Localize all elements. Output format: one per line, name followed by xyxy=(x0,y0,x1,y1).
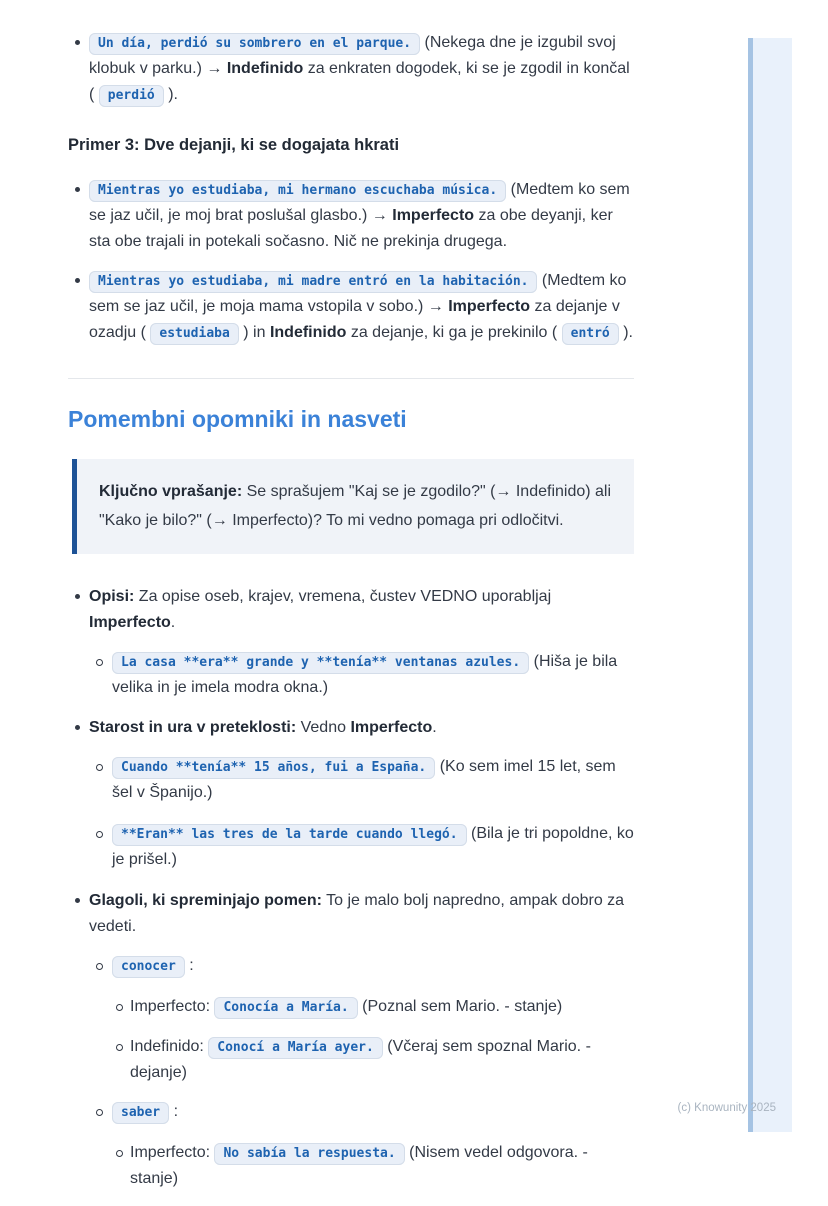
text-run: To je malo bolj napredno, ampak dobro za vedeti. xyxy=(89,891,625,935)
copyright-watermark: (c) Knowunity 2025 xyxy=(677,1102,776,1114)
text-run: Za opise oseb, krajev, vremena, čustev VEDNO uporabljaj xyxy=(134,587,552,605)
text-run: ) in xyxy=(238,323,270,341)
text-run: Imperfecto: xyxy=(130,997,215,1015)
bullet-marker xyxy=(96,831,103,838)
divider xyxy=(68,378,634,379)
callout-note xyxy=(72,459,634,554)
text-run: ). xyxy=(163,85,178,103)
code-snippet: Mientras yo estudiaba, mi madre entró en la habitación. xyxy=(89,271,537,293)
text-run: za enkraten dogodek, ki se je zgodil in končal ( xyxy=(89,59,630,103)
bold-text: Indefinido xyxy=(269,323,347,341)
code-snippet: Conocí a María ayer. xyxy=(208,1037,383,1059)
bullet-marker xyxy=(75,898,80,903)
code-snippet: entró xyxy=(562,323,619,345)
bullet-marker xyxy=(75,725,80,730)
text-run: (Včeraj sem spoznal Mario. - dejanje) xyxy=(130,1037,591,1081)
list-item xyxy=(68,715,634,741)
list-item xyxy=(68,888,634,940)
list-item-text xyxy=(112,649,634,701)
bullet-marker xyxy=(116,1044,123,1051)
list-item xyxy=(68,30,634,108)
text-run: Imperfecto: xyxy=(130,1144,215,1162)
text-run: (Nisem vedel odgovora. - stanje) xyxy=(130,1144,588,1188)
list-item xyxy=(68,268,634,346)
list-item-text xyxy=(112,953,634,979)
bullet-marker xyxy=(75,187,80,192)
list-item-text xyxy=(130,994,634,1020)
list-item-text xyxy=(89,177,634,255)
page-scrollbar-track xyxy=(748,38,792,1132)
text-run: (Medtem ko sem se jaz učil, je moja mama vstopila v sobo.) → xyxy=(89,272,627,316)
bullet-marker xyxy=(96,764,103,771)
list-item xyxy=(68,953,634,979)
list-item-text xyxy=(112,821,634,873)
code-snippet: La casa **era** grande y **tenía** ventanas azules. xyxy=(112,652,529,674)
bold-text: Imperfecto xyxy=(392,207,475,225)
bullet-marker xyxy=(75,594,80,599)
list-item-text xyxy=(112,1099,634,1125)
bullet-marker xyxy=(96,1109,103,1116)
text-run: za obe deyanji, ker sta obe trajali in potekali sočasno. Nič ne prekinja drugega. xyxy=(89,207,613,251)
document-page xyxy=(68,30,634,1206)
list-item xyxy=(68,649,634,701)
code-snippet: Un día, perdió su sombrero en el parque. xyxy=(89,33,420,55)
section-heading: Pomembni opomniki in nasveti xyxy=(68,405,407,432)
bold-text: Imperfecto xyxy=(89,613,171,631)
text-run: Se sprašujem "Kaj se je zgodilo?" (→ Indefinido) ali "Kako je bilo?" (→ Imperfecto)? To mi vedno pomaga pri odločitvi. xyxy=(99,482,612,530)
bold-text: Ključno vprašanje: xyxy=(99,482,243,500)
bullet-marker xyxy=(116,1150,123,1157)
text-run: Indefinido: xyxy=(130,1037,209,1055)
code-snippet: estudiaba xyxy=(150,323,238,345)
text-run: ). xyxy=(618,323,633,341)
text-run: (Hiša je bila velika in je imela modra okna.) xyxy=(112,652,618,696)
list-item xyxy=(68,1034,634,1086)
code-snippet: perdió xyxy=(99,85,164,107)
list-item xyxy=(68,177,634,255)
text-run: . xyxy=(432,719,437,737)
bullet-marker xyxy=(96,659,103,666)
bold-text: Starost in ura v preteklosti: xyxy=(89,719,297,737)
list-item-text xyxy=(89,268,634,346)
text-run: (Nekega dne je izgubil svoj klobuk v parku.) → xyxy=(89,34,616,77)
list-item-text xyxy=(112,754,634,806)
text-run: . xyxy=(170,613,176,631)
code-snippet: No sabía la respuesta. xyxy=(214,1143,404,1165)
code-snippet: conocer xyxy=(112,956,185,978)
list-item xyxy=(68,994,634,1020)
subsection-heading: Primer 3: Dve dejanji, ki se dogajata hkrati xyxy=(68,135,400,154)
bullet-marker xyxy=(75,278,80,283)
code-snippet: saber xyxy=(112,1102,169,1124)
list-item xyxy=(68,754,634,806)
text-run: za dejanje, ki ga je prekinilo ( xyxy=(346,323,562,341)
scrollbar-thumb[interactable] xyxy=(748,38,753,1132)
text-run: Vedno xyxy=(296,719,351,737)
list-item xyxy=(68,1140,634,1192)
bullet-marker xyxy=(96,963,103,970)
text-run: (Ko sem imel 15 let, sem šel v Španijo.) xyxy=(112,758,616,802)
text-run: za dejanje v ozadju ( xyxy=(89,298,620,341)
text-run: : xyxy=(169,1103,179,1121)
text-run: (Bila je tri popoldne, ko je prišel.) xyxy=(112,825,634,869)
text-run: (Poznal sem Mario. - stanje) xyxy=(357,997,563,1015)
list-item-text xyxy=(130,1140,634,1192)
bold-text: Imperfecto xyxy=(448,298,531,316)
code-snippet: **Eran** las tres de la tarde cuando llegó. xyxy=(112,824,467,846)
bullet-marker xyxy=(75,40,80,45)
bold-text: Imperfecto xyxy=(350,719,433,737)
list-item-text xyxy=(89,30,634,108)
list-item-text xyxy=(89,888,634,940)
code-snippet: Cuando **tenía** 15 años, fui a España. xyxy=(112,757,435,779)
list-item xyxy=(68,821,634,873)
list-item-text xyxy=(89,715,634,741)
bold-text: Indefinido xyxy=(226,59,304,77)
text-run: : xyxy=(184,956,194,974)
code-snippet: Conocía a María. xyxy=(214,997,357,1019)
bold-text: Opisi: xyxy=(89,587,135,605)
bullet-marker xyxy=(116,1004,123,1011)
text-run: (Medtem ko sem se jaz učil, je moj brat poslušal glasbo.) → xyxy=(89,181,630,225)
list-item-text xyxy=(89,584,634,636)
list-item xyxy=(68,584,634,636)
list-item xyxy=(68,1099,634,1125)
list-item-text xyxy=(130,1034,634,1086)
bold-text: Glagoli, ki spreminjajo pomen: xyxy=(89,891,322,909)
code-snippet: Mientras yo estudiaba, mi hermano escuchaba música. xyxy=(89,180,506,202)
